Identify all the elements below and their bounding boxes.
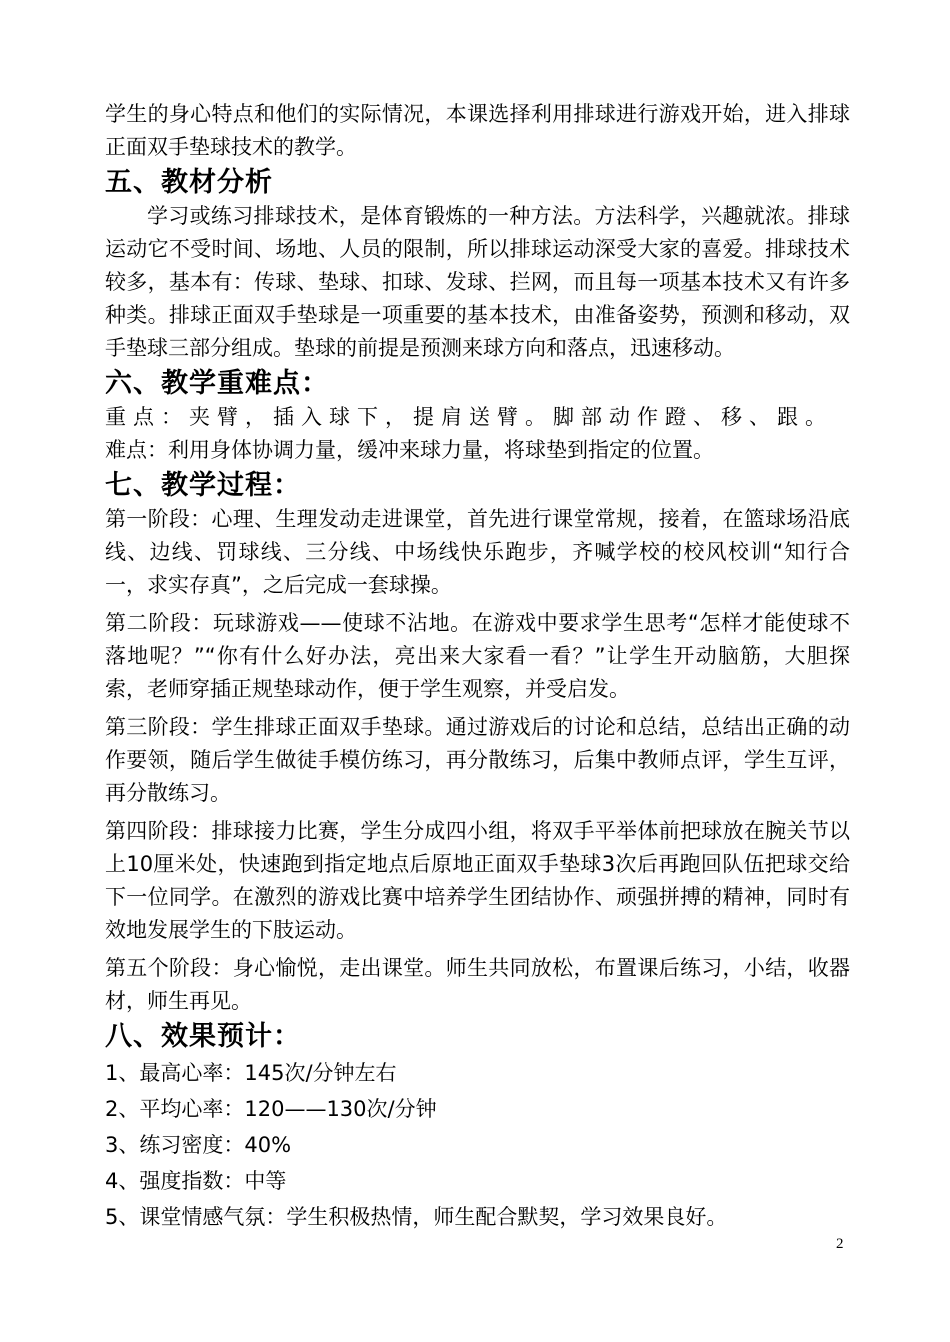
stage-5-paragraph: 第五个阶段：身心愉悦，走出课堂。师生共同放松，布置课后练习，小结，收器材，师生再见。 (105, 956, 850, 1013)
page-number: 2 (836, 1236, 844, 1252)
section-8-heading: 八、效果预计： (105, 1021, 301, 1052)
list-item: 3、练习密度：40% (105, 1133, 292, 1157)
section-7-heading: 七、教学过程： (105, 470, 301, 501)
stage-3-paragraph: 第三阶段：学生排球正面双手垫球。通过游戏后的讨论和总结，总结出正确的动作要领，随后学生做徒手模仿练习，再分散练习，后集中教师点评，学生互评，再分散练习。 (105, 715, 850, 805)
section-6-heading: 六、教学重难点： (105, 368, 329, 399)
difficult-points-line: 难点：利用身体协调力量，缓冲来球力量，将球垫到指定的位置。 (105, 438, 714, 462)
list-item: 2、平均心率：120——130次/分钟 (105, 1097, 437, 1121)
stage-2-paragraph: 第二阶段：玩球游戏——使球不沾地。在游戏中要求学生思考“怎样才能使球不落地呢？”“你有什么好办法，亮出来大家看一看？”让学生开动脑筋，大胆探索，老师穿插正规垫球动作，便于学生观察，并受启发。 (105, 611, 850, 701)
section-5-paragraph: 学习或练习排球技术，是体育锻炼的一种方法。方法科学，兴趣就浓。排球运动它不受时间、场地、人员的限制，所以排球运动深受大家的喜爱。排球技术较多，基本有：传球、垫球、扣球、发球、拦网，而且每一项基本技术又有许多种类。排球正面双手垫球是一项重要的基本技术，由准备姿势，预测和移动，双手垫球三部分组成。垫球的前提是预测来球方向和落点，迅速移动。 (105, 204, 850, 360)
section-5-heading: 五、教材分析 (105, 167, 273, 198)
intro-tail-paragraph: 学生的身心特点和他们的实际情况，本课选择利用排球进行游戏开始，进入排球正面双手垫球技术的教学。 (105, 102, 850, 159)
list-item: 1、最高心率：145次/分钟左右 (105, 1061, 397, 1085)
list-item: 5、课堂情感气氛：学生积极热情，师生配合默契，学习效果良好。 (105, 1205, 728, 1229)
list-item: 4、强度指数：中等 (105, 1169, 287, 1193)
document-page (105, 98, 850, 1234)
stage-4-paragraph: 第四阶段：排球接力比赛，学生分成四小组，将双手平举体前把球放在腕关节以上10厘米处，快速跑到指定地点后原地正面双手垫球3次后再跑回队伍把球交给下一位同学。在激烈的游戏比赛中培养学生团结协作、顽强拼搏的精神，同时有效地发展学生的下肢运动。 (105, 819, 850, 942)
key-points-line: 重点：夹臂，插入球下，提肩送臂。脚部动作蹬、移、跟。 (105, 405, 833, 429)
stage-1-paragraph: 第一阶段：心理、生理发动走进课堂，首先进行课堂常规，接着，在篮球场沿底线、边线、罚球线、三分线、中场线快乐跑步，齐喊学校的校风校训“知行合一，求实存真”，之后完成一套球操。 (105, 507, 850, 597)
effect-list (105, 1057, 850, 1234)
